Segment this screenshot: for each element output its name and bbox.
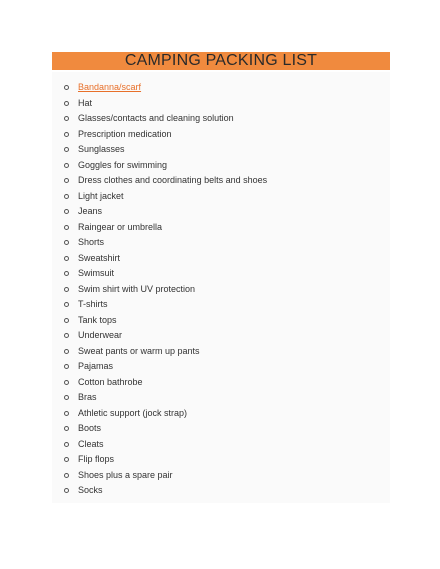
- bullet-icon: [64, 364, 69, 369]
- packing-list-area: [52, 72, 390, 503]
- list-item-label: Athletic support (jock strap): [78, 407, 188, 418]
- bullet-icon: [64, 333, 69, 338]
- list-item: [52, 189, 390, 205]
- bullet-icon: [64, 256, 69, 261]
- list-item: [52, 282, 390, 298]
- bullet-icon: [64, 395, 69, 400]
- list-item: [52, 297, 390, 313]
- list-item-label: T-shirts: [78, 299, 108, 309]
- bullet-icon: [64, 426, 69, 431]
- list-item: [52, 173, 390, 189]
- list-item: [52, 266, 390, 282]
- list-item: [52, 390, 390, 406]
- list-item: [52, 328, 390, 344]
- list-item: [52, 235, 390, 251]
- list-item-label: Swim shirt with UV protection: [78, 283, 196, 294]
- list-item: [52, 468, 390, 484]
- bullet-icon: [64, 85, 69, 90]
- title-bar: [52, 52, 390, 70]
- bullet-icon: [64, 380, 69, 385]
- bullet-icon: [64, 442, 69, 447]
- list-item-label: Goggles for swimming: [78, 159, 168, 170]
- page-title: CAMPING PACKING LIST: [124, 52, 318, 69]
- bullet-icon: [64, 302, 69, 307]
- bullet-icon: [64, 178, 69, 183]
- bullet-icon: [64, 194, 69, 199]
- bullet-icon: [64, 132, 69, 137]
- list-item-label: Light jacket: [78, 190, 124, 201]
- list-item-label: Socks: [78, 485, 103, 495]
- list-item-label: Underwear: [78, 330, 123, 340]
- bullet-icon: [64, 473, 69, 478]
- list-item: [52, 142, 390, 158]
- list-item: [52, 127, 390, 143]
- list-item: [52, 251, 390, 267]
- bullet-icon: [64, 349, 69, 354]
- list-item-label: Swimsuit: [78, 268, 115, 278]
- list-item-label: Boots: [78, 423, 102, 433]
- bullet-icon: [64, 116, 69, 121]
- list-item-label: Prescription medication: [78, 128, 172, 139]
- list-item-label: Sunglasses: [78, 144, 125, 154]
- list-item: [52, 204, 390, 220]
- list-item-label: Cleats: [78, 438, 104, 449]
- bullet-icon: [64, 163, 69, 168]
- list-item-label: Glasses/contacts and cleaning solution: [78, 113, 234, 123]
- list-item: [52, 220, 390, 236]
- list-item-label: Bras: [78, 392, 97, 402]
- list-item-label: Hat: [78, 97, 93, 108]
- list-item: [52, 437, 390, 453]
- bullet-icon: [64, 457, 69, 462]
- list-item-label: Shorts: [78, 237, 105, 247]
- bullet-icon: [64, 209, 69, 214]
- list-item[interactable]: [52, 80, 390, 96]
- list-item: [52, 483, 390, 499]
- bullet-icon: [64, 318, 69, 323]
- list-item-label: Flip flops: [78, 454, 115, 464]
- list-item: [52, 111, 390, 127]
- bullet-icon: [64, 225, 69, 230]
- list-item-label: Jeans: [78, 206, 103, 216]
- bullet-icon: [64, 147, 69, 152]
- list-item: [52, 452, 390, 468]
- list-item-label: Cotton bathrobe: [78, 376, 143, 387]
- list-item: [52, 344, 390, 360]
- bullet-icon: [64, 271, 69, 276]
- list-item: [52, 375, 390, 391]
- list-item-label: Shoes plus a spare pair: [78, 469, 173, 480]
- bullet-icon: [64, 411, 69, 416]
- list-item: [52, 313, 390, 329]
- list-item-label: Sweat pants or warm up pants: [78, 345, 200, 356]
- list-item: [52, 421, 390, 437]
- list-item-label: Pajamas: [78, 361, 114, 371]
- list-item-label: Sweatshirt: [78, 252, 121, 263]
- bullet-icon: [64, 240, 69, 245]
- packing-list: [52, 72, 390, 499]
- list-item-label: Dress clothes and coordinating belts and shoes: [78, 175, 268, 185]
- bullet-icon: [64, 101, 69, 106]
- list-item: [52, 158, 390, 174]
- list-item-label: Tank tops: [78, 314, 117, 325]
- list-item: [52, 406, 390, 422]
- list-item-label: Raingear or umbrella: [78, 221, 163, 232]
- list-item-link[interactable]: Bandanna/scarf: [78, 82, 142, 92]
- list-item: [52, 359, 390, 375]
- bullet-icon: [64, 287, 69, 292]
- list-item: [52, 96, 390, 112]
- bullet-icon: [64, 488, 69, 493]
